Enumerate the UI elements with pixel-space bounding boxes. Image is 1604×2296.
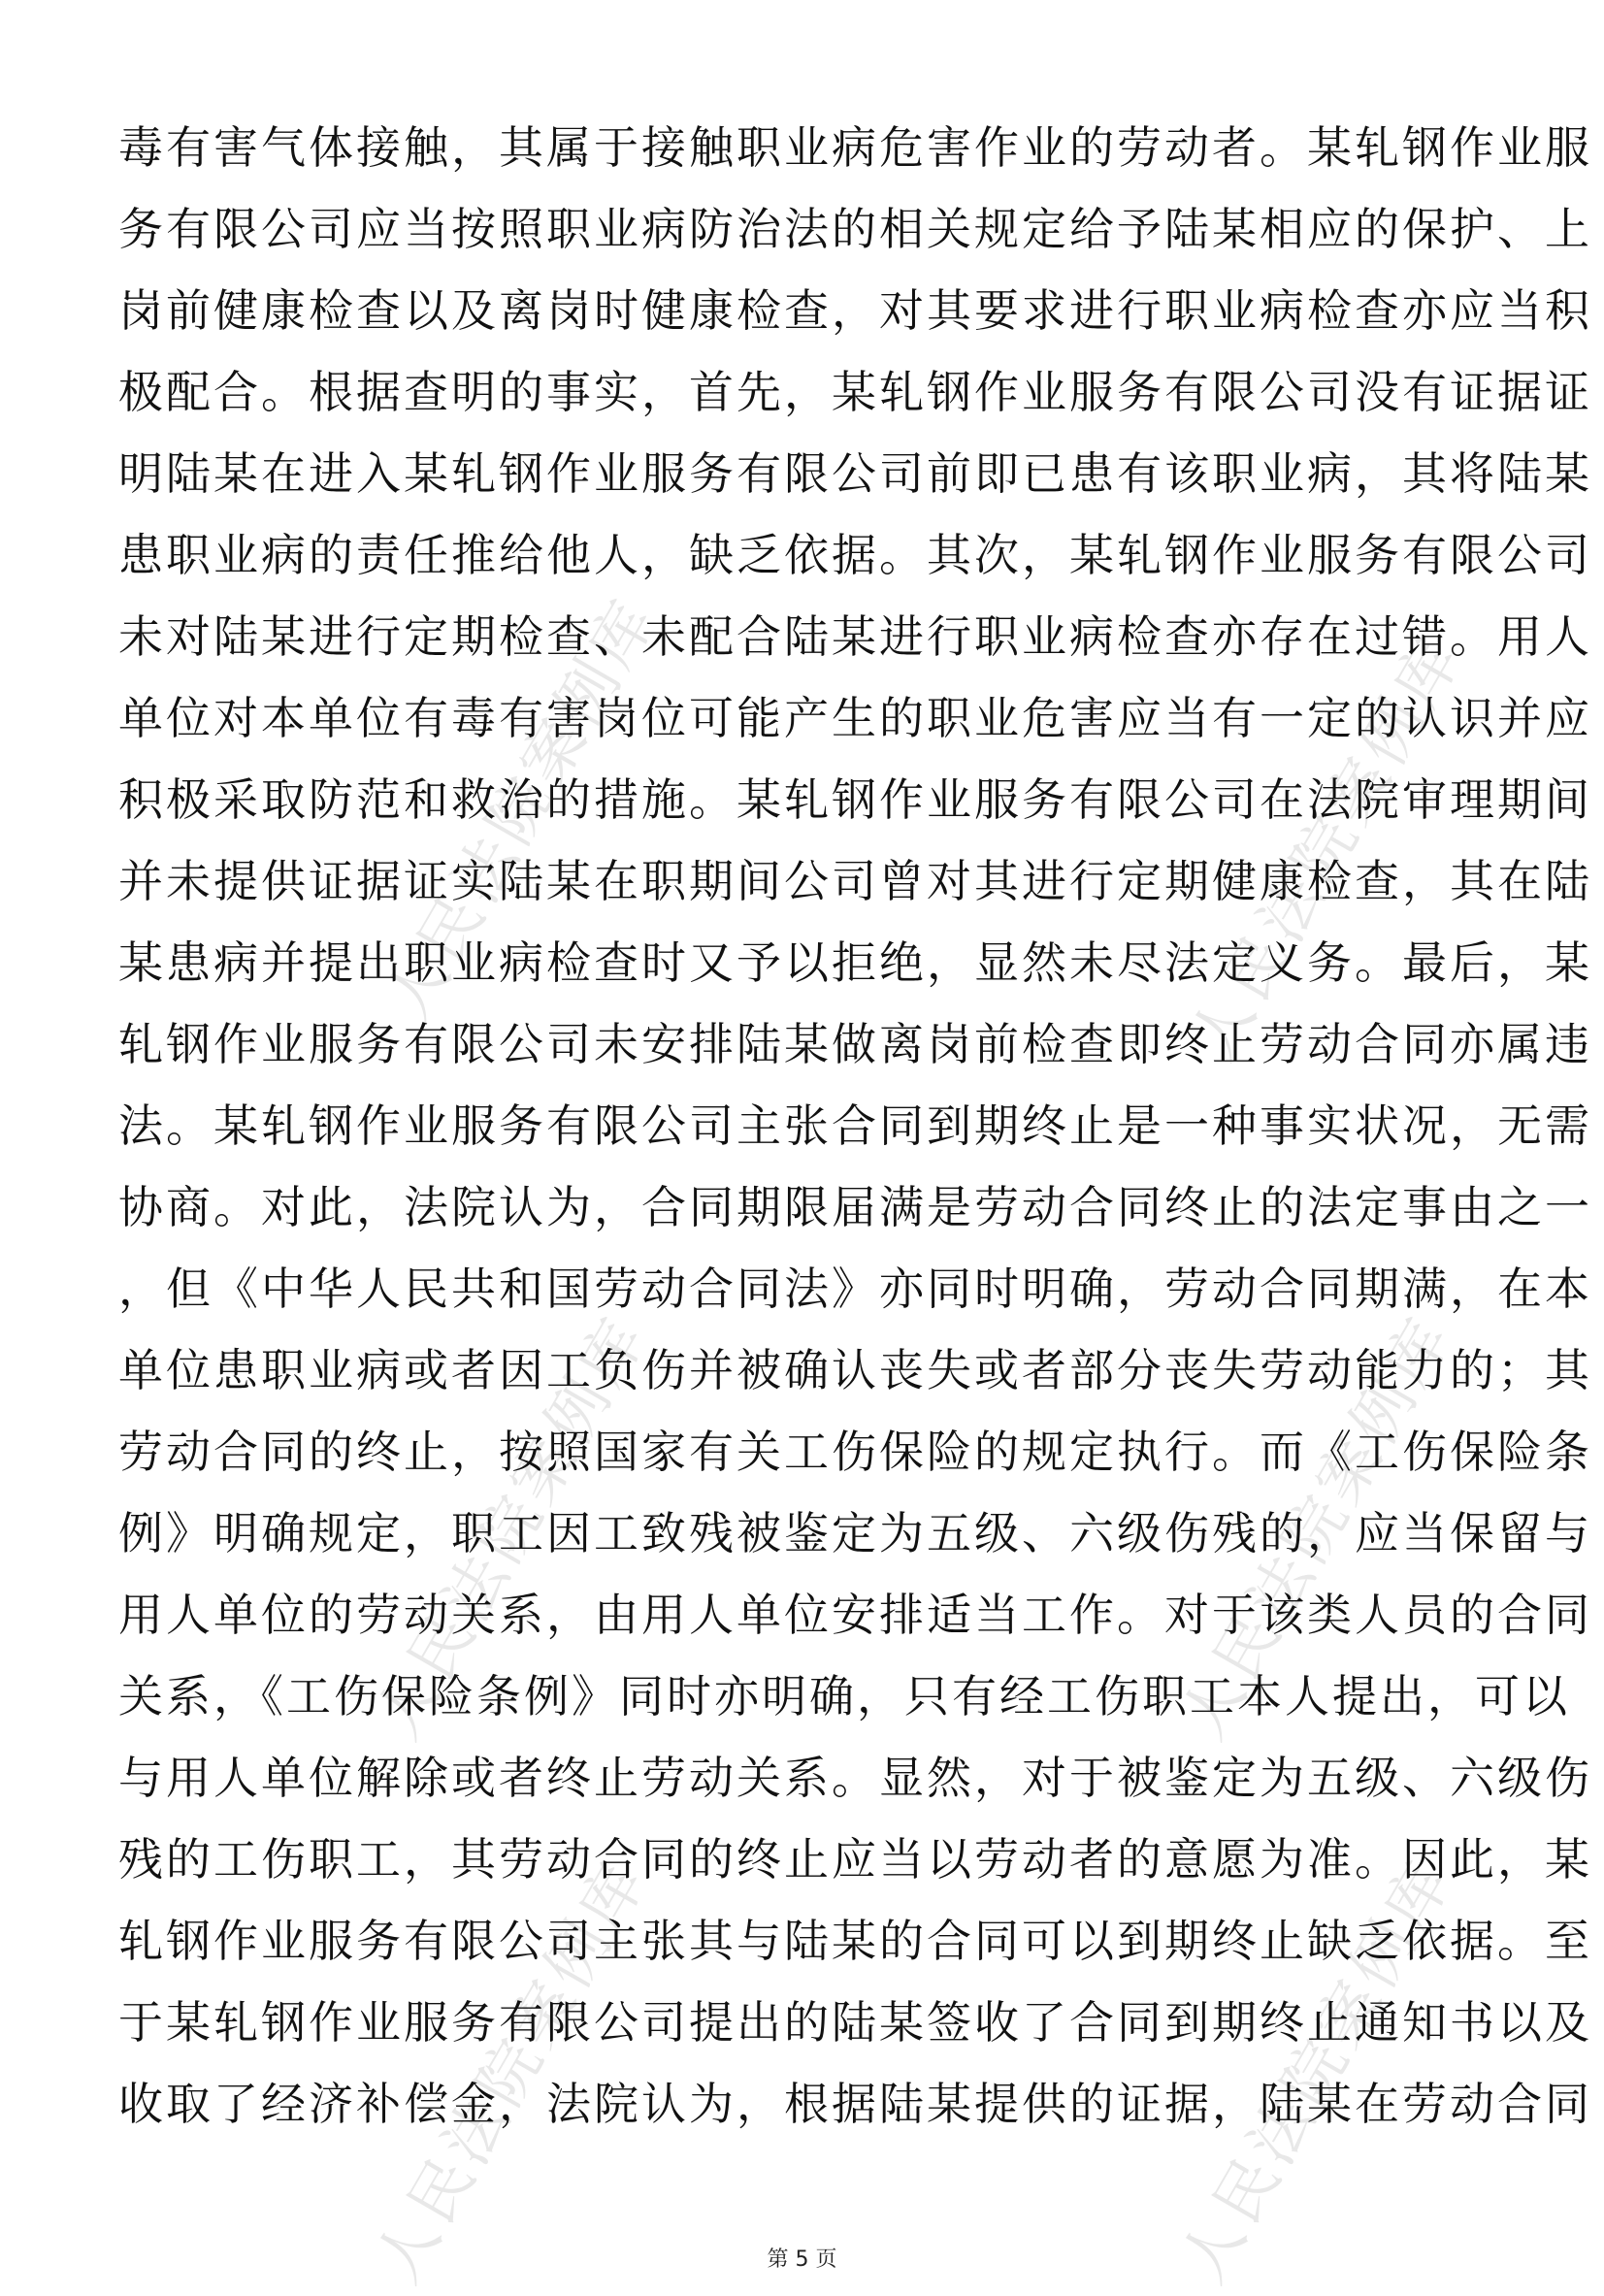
text-line: 于某轧钢作业服务有限公司提出的陆某签收了合同到期终止通知书以及: [118, 1996, 1592, 2049]
text-line: ，但《中华人民共和国劳动合同法》亦同时明确，劳动合同期满，在本: [118, 1263, 1592, 1315]
text-line: 岗前健康检查以及离岗时健康检查，对其要求进行职业病检查亦应当积: [118, 284, 1592, 337]
text-line: 轧钢作业服务有限公司主张其与陆某的合同可以到期终止缺乏依据。至: [118, 1915, 1592, 1967]
text-line: 单位对本单位有毒有害岗位可能产生的职业危害应当有一定的认识并应: [118, 692, 1592, 744]
body-text: [118, 107, 1592, 2145]
text-line: 并未提供证据证实陆某在职期间公司曾对其进行定期健康检查，其在陆: [118, 855, 1592, 907]
text-line: 务有限公司应当按照职业病防治法的相关规定给予陆某相应的保护、上: [118, 203, 1592, 255]
text-line: 残的工伤职工，其劳动合同的终止应当以劳动者的意愿为准。因此，某: [118, 1833, 1592, 1886]
text-line: 与用人单位解除或者终止劳动关系。显然，对于被鉴定为五级、六级伤: [118, 1752, 1592, 1804]
text-line: 某患病并提出职业病检查时又予以拒绝，显然未尽法定义务。最后，某: [118, 936, 1592, 989]
watermark: 人民法院案例库: [371, 585, 672, 1033]
text-line: 患职业病的责任推给他人，缺乏依据。其次，某轧钢作业服务有限公司: [118, 529, 1592, 581]
text-line: 未对陆某进行定期检查、未配合陆某进行职业病检查亦存在过错。用人: [118, 610, 1592, 663]
text-line: 单位患职业病或者因工负伤并被确认丧失或者部分丧失劳动能力的；其: [118, 1344, 1592, 1396]
page-number: 第 5 页: [767, 2247, 837, 2272]
text-line: 劳动合同的终止，按照国家有关工伤保险的规定执行。而《工伤保险条: [118, 1426, 1592, 1478]
text-line: 积极采取防范和救治的措施。某轧钢作业服务有限公司在法院审理期间: [118, 773, 1592, 826]
text-line: 法。某轧钢作业服务有限公司主张合同到期终止是一种事实状况，无需: [118, 1099, 1592, 1152]
text-line: 例》明确规定，职工因工致残被鉴定为五级、六级伤残的，应当保留与: [118, 1507, 1592, 1559]
text-line: 协商。对此，法院认为，合同期限届满是劳动合同终止的法定事由之一: [118, 1181, 1592, 1233]
text-line: 轧钢作业服务有限公司未安排陆某做离岗前检查即终止劳动合同亦属违: [118, 1018, 1592, 1070]
watermark: 人民法院案例库: [361, 1847, 663, 2295]
text-line: 毒有害气体接触，其属于接触职业病危害作业的劳动者。某轧钢作业服: [118, 121, 1592, 174]
text-line: 极配合。根据查明的事实，首先，某轧钢作业服务有限公司没有证据证: [118, 366, 1592, 418]
watermark: 人民法院案例库: [361, 1303, 663, 1752]
watermark: 人民法院案例库: [1166, 1847, 1468, 2295]
text-line: 关系，《工伤保险条例》同时亦明确，只有经工伤职工本人提出，可以: [118, 1670, 1570, 1722]
watermark: 人民法院案例库: [1176, 624, 1478, 1072]
text-line: 用人单位的劳动关系，由用人单位安排适当工作。对于该类人员的合同: [118, 1589, 1592, 1641]
watermark: 人民法院案例库: [1166, 1303, 1468, 1752]
text-line: 明陆某在进入某轧钢作业服务有限公司前即已患有该职业病，其将陆某: [118, 447, 1592, 500]
text-line: 收取了经济补偿金，法院认为，根据陆某提供的证据，陆某在劳动合同: [118, 2078, 1592, 2130]
